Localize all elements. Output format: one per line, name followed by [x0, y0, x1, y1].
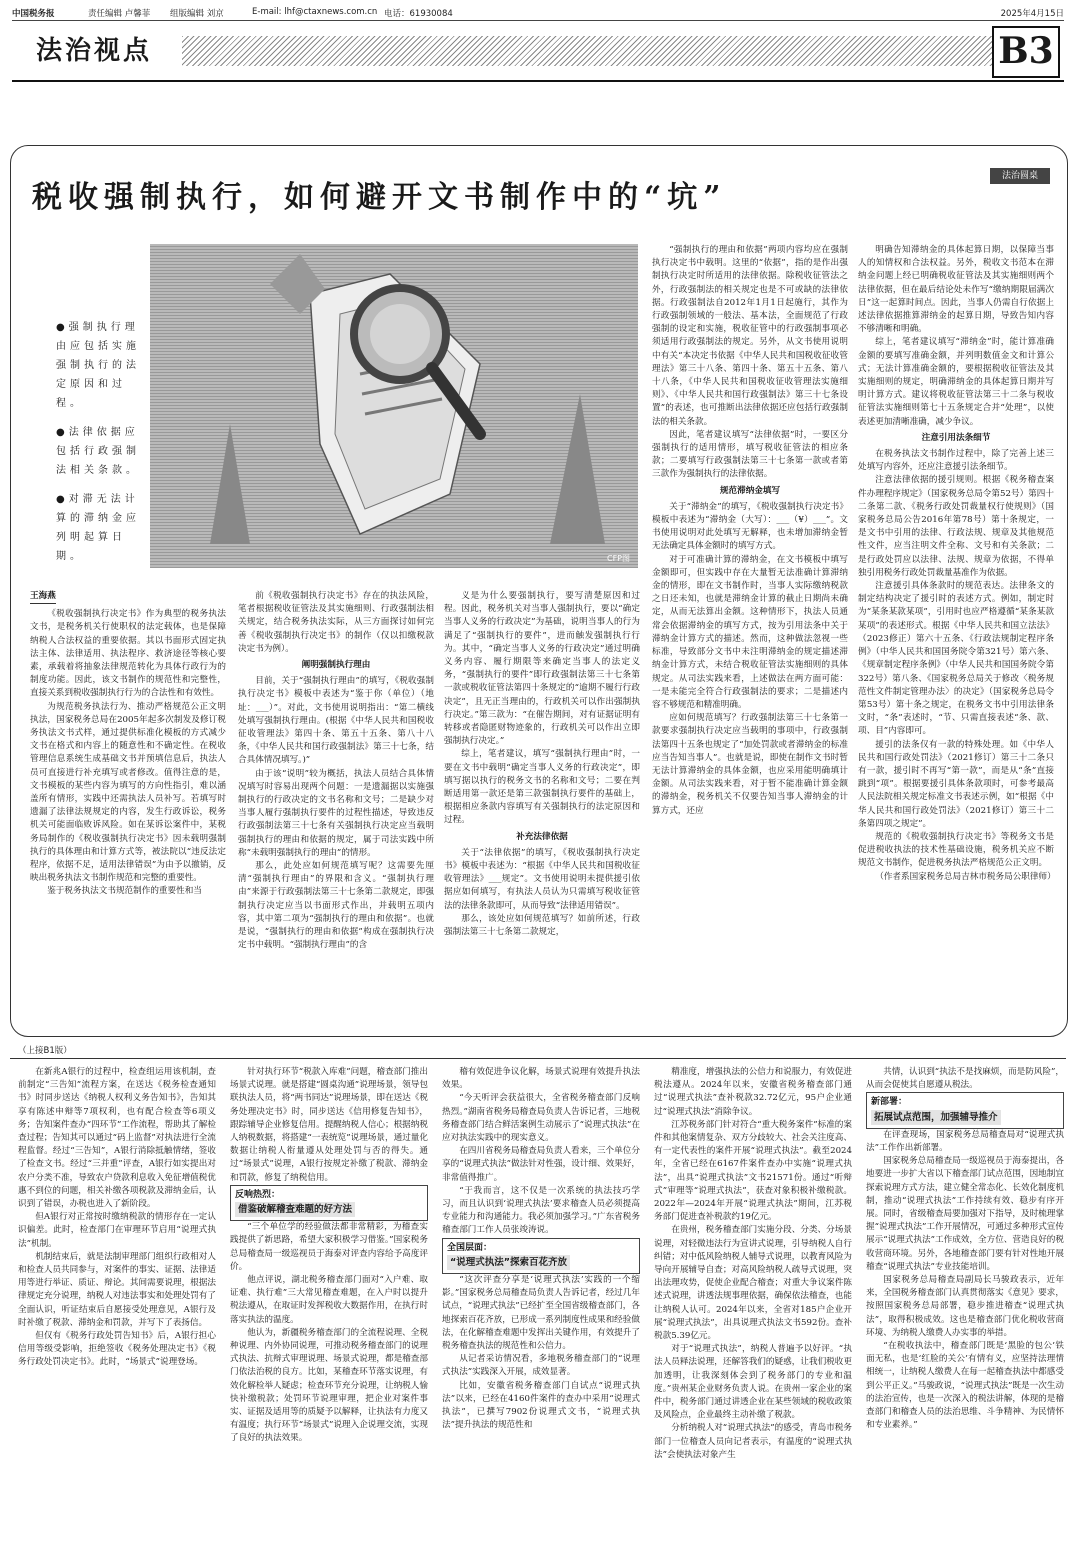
decorative-hatch: [182, 36, 992, 66]
paragraph: 但A银行对正常按时缴纳税款的情形存在一定认识偏差。此时，检查部门在审理环节启用“说理式执法”机制。: [18, 1212, 216, 1249]
paragraph: 关于“滞纳金”的填写，《税收强制执行决定书》模板中表述为“滞纳金（大写）：___（¥）___”。文书使用说明对此处填写无解释，也未增加滞纳金暂无法确定具体金额时的填写方式。: [652, 501, 848, 552]
bottom-column-4: [654, 1066, 852, 1462]
paragraph: 他认为，新疆税务稽查部门的全流程说理、全税种说理、内外协同说理，可推动税务稽查部门的说理式执法、抗辩式审理说理、场景式说理，都是稽查部门依法治税的良方。比如，某稽查环节落实说理，有效化解检举人疑虑；检查环节充分说理，让纳税人愉快补缴税款；处罚环节说理审理，把企业对案件事实、证据及适用等的质疑予以解释，让执法有力度又有温度；执行环节“场景式”说理入企说理交流，实现了良好的执法效果。: [230, 1327, 428, 1444]
article-column-2: [238, 590, 434, 952]
article-column-5: [858, 244, 1054, 884]
paragraph: 稽有效促进争议化解，场景式说理有效提升执法效果。: [442, 1067, 640, 1091]
paragraph: 比如，安徽省税务稽查部门自试点“说理式执法”以来，已经在4160件案件的查办中采用“说理式执法”，已撰写7902份说理式文书，“说理式执法”提升执法的规范性和: [442, 1380, 640, 1431]
article-column-4: [652, 244, 848, 818]
paragraph: “今天听评会获益很大，全省税务稽查部门反响热烈。”湖南省税务局稽查局负责人告诉记者，三地税务稽查部门结合鲜活案例生动展示了“说理式执法”在应对执法实践中的现实意义。: [442, 1093, 640, 1144]
subsection-kicker: 全国层面：: [447, 1242, 493, 1253]
paragraph: 从记者采访情况看，多地税务稽查部门的“说理式执法”实践深入开展，成效显著。: [442, 1354, 640, 1378]
paragraph: 前《税收强制执行决定书》存在的执法风险，笔者根据税收征管法及其实施细则、行政强制法相关规定，结合税务执法实际，从三方面探讨如何完善《税收强制执行决定书》的制作（仅以扣缴税款决定书为例）。: [238, 591, 434, 654]
subheading: 补充法律依据: [516, 831, 568, 842]
paragraph: 注意法律依据的援引规则。根据《税务稽查案件办理程序规定》（国家税务总局令第52号）第四十二条第二款、《税务行政处罚裁量权行使规则》（国家税务总局公告2016年第78号）第十条规定，一是文书中引用的法律、行政法规、规章及其他规范性文件，应当注明文件全称、文号和有关条款；二是行政处罚应以法律、法规、规章为依据，不得单独引用税务行政处罚裁量基准作为依据。: [858, 475, 1054, 578]
issue-date: 2025年4月15日: [1000, 9, 1064, 19]
paragraph: （作者系国家税务总局吉林市税务局公职律师）: [875, 871, 1056, 882]
paragraph: “于我而言，这不仅是一次系统的执法技巧学习，而且认识到‘说理式执法’要求稽查人员必须提高专业能力和沟通能力。我必须加强学习。”广东省税务稽查部门工作人员张竣涛说。: [442, 1185, 640, 1236]
author-name: 王海燕: [30, 590, 56, 604]
paragraph: 规范的《税收强制执行决定书》等税务文书是促进税收执法的技术性基础设施，税务机关应不断规范文书制作，促进税务执法严格规范公正文明。: [858, 831, 1054, 869]
paragraph: 应如何规范填写？行政强制法第三十七条第一款要求强制执行决定应当载明的事项中，行政强制法第四十五条也规定了“加处罚款或者滞纳金的标准应当告知当事人”。也就是说，即使在制作文书时暂无法计算滞纳金的具体金额，也应采用能明确填计金额。从司法实践来看，对于暂不能准确计算金额的滞纳金，税务机关不仅要告知当事人滞纳金的计算方式，还应: [652, 713, 848, 816]
paragraph: 那么，该处应如何规范填写？如前所述，行政强制法第三十七条第二款规定，: [444, 913, 640, 938]
paragraph: 对于“说理式执法”，纳税人普遍予以好评。“执法人员释法说理，还解答我们的疑惑，让我们税收更加透明，让我深刻体会到了税务部门的专业和温度。”贵州某企业财务负责人说。在贵州一家企业的案件中，税务部门通过讲透企业在某些领域的税收政策及风险点，企业最终主动补缴了税款。: [654, 1344, 852, 1421]
bottom-column-3: [442, 1066, 640, 1432]
document-magnifier-illustration: [150, 244, 638, 568]
paragraph: “这次评查分享是‘说理式执法’实践的一个缩影。”国家税务总局稽查局负责人告诉记者，经过几年试点，“说理式执法”已经扩至全国省级稽查部门，各地探索百花齐放，已形成一系列制度性成果和经验做法，在化解稽查难题中发挥出关键作用，有效提升了税务稽查执法的规范性和公信力。: [442, 1275, 640, 1352]
bottom-column-2: [230, 1066, 428, 1446]
paragraph: 国家税务总局稽查局副局长马骏政表示，近年来，全国税务稽查部门认真贯彻落实《意见》要求，按照国家税务总局部署，稳步推进稽查“说理式执法”，取得积极成效。这也是稽查部门优化税收营商环境、为纳税人缴费人办实事的举措。: [866, 1275, 1064, 1338]
paragraph: 他点评说，湖北税务稽查部门面对“入户难、取证难、执行难”三大常见稽查难题，在入户时以提升税法遵从，在取证时发挥税收大数据作用，在执行时落实执法的温度。: [230, 1275, 428, 1325]
paragraph: 为规范税务执法行为、推动严格规范公正文明执法，国家税务总局在2005年起多次制发及修订税务执法文书式样，通过提供标准化模板的方式减少文书在格式和内容上的随意性和不确定性。在税收管理信息系统生成基础文书并预填信息后，执法人员可直接进行补充填写或者修改。值得注意的是，文书模板的某些内容为填写的方向性指引，难以涵盖所有情形，实践中还需执法人员补写。若填写时遗漏了法律法规规定的内容，发生行政诉讼，税务机关可能面临败诉风险。如在某诉讼案件中，某税务局制作的《税收强制执行决定书》因未载明强制执行的具体理由和计算方式等，被法院以“违反法定程序，依据不足，适用法律错误”为由予以撤销，反映出税务执法文书制作规范和完整的重要性。: [30, 701, 226, 884]
key-point: ●强制执行理由应包括实施强制执行的法定原因和过程。: [56, 322, 140, 409]
paragraph: 在四川省税务局稽查局负责人看来，三个单位分享的“说理式执法”做法针对性强，设计细、效果好，非常值得推广。: [442, 1146, 640, 1183]
paragraph: 明确告知滞纳金的具体起算日期，以保障当事人的知情权和合法权益。另外，税收文书范本在滞纳金问题上经已明确税收征管法及其实施细则两个法律依据，但在最后结论处未作写“缴纳期限届满次日”这一起算时间点。因此，当事人仍需自行依据上述法律依据推算滞纳金的起算日期，导致告知内容不够清晰和明确。: [858, 245, 1054, 335]
paragraph: 那么，此处应如何规范填写呢？这需要先厘清“强制执行理由”的界限和含义。“强制执行理由”来源于行政强制法第三十七条第二款规定，即强制执行决定应当以书面形式作出，并载明五项内容，其中第二项为“强制执行的理由和依据”。也就是说，“强制执行的理由和依据”构成在强制执行决定书中载明。“强制执行理由”的含: [238, 861, 434, 951]
paragraph: 关于“法律依据”的填写，《税收强制执行决定书》模板中表述为：“根据《中华人民共和国税收征收管理法》___规定”。文书使用说明未提供援引依据应如何填写，有执法人员认为只需填写税收征管法的法律条款即可，从而导致“法律适用错误”。: [444, 847, 640, 911]
key-points: [56, 318, 146, 576]
paragraph: 援引的法条仅有一款的特殊处理。如《中华人民共和国行政处罚法》（2021修订）第三十二条只有一款，援引时不再写“第一款”，而是从“条”直接跳到“项”。根据要援引具体条款项时，可参考最高人民法院相关规定标准文书表述示例，如“根据《中华人民共和国行政处罚法》（2021修订）第三十二条第四项之规定”。: [858, 739, 1054, 829]
phone: 电话：61930084: [384, 9, 453, 19]
top-info-bar: [12, 6, 1064, 21]
paragraph: 《税收强制执行决定书》作为典型的税务执法文书，是税务机关行使职权的法定载体，也是保障纳税人合法权益的重要依据。其以书面形式固定执法主体、法律适用、执法程序、救济途径等核心要素，承载着将抽象法律规范转化为具体行政行为的制度功能。因此，该文书制作的规范性和完整性，直接关系到税收强制执行行为的合法性和有效性。: [30, 609, 226, 699]
subheading: 阐明强制执行理由: [301, 660, 371, 671]
paragraph: “在税收执法中，稽查部门既是‘黑脸的包公’铁面无私，也是‘红脸的关公’有情有义，应坚持法理情相统一，让纳税人缴费人在每一起稽查执法中都感受到公平正义。”马骏政说，“说理式执法”既是一次生动的法治宣传，也是一次深入的税法讲解，体现的是稽查部门和稽查人员的法治思维、斗争精神、为民情怀和专业素养。”: [866, 1341, 1064, 1431]
email: E-mail: lhf@ctaxnews.com.cn: [252, 7, 378, 17]
subheading: 注意引用法条细节: [921, 432, 991, 443]
page-number: B3: [992, 26, 1060, 78]
paragraph: 鉴于税务执法文书规范制作的重要性和当: [47, 886, 202, 897]
continued-label: （上接B1版）: [18, 1046, 72, 1056]
subheading: 规范滞纳金填写: [719, 485, 781, 496]
masthead: [12, 22, 1064, 82]
paragraph: 国家税务总局稽查局一级巡视员于海泰提出，各地要进一步扩大省以下稽查部门试点范围，因地制宜探索说理方式方法，建立健全常态化、长效化制度机制，推动“说理式执法”工作持续有效、稳步有序开展。同时，省级稽查局要加强对下指导，及时梳理掌握“说理式执法”工作开展情况，可通过多种形式宣传展示“说理式执法”工作成效，全方位、营造良好的税收营商环境。另外，各地稽查部门要有针对性地开展稽查“说理式执法”专业技能培训。: [866, 1156, 1064, 1272]
paragraph: 分析纳税人对“说理式执法”的感受，青岛市税务部门一位稽查人员向记者表示，有温度的“说理式执法”会使执法对象产生: [654, 1423, 852, 1460]
article-column-1: [30, 590, 226, 899]
paragraph: “三个单位学的经验做法都非常精彩，为稽查实践提供了新思路，希望大家积极学习借鉴。”国家税务总局稽查局一级巡视员于海泰对评查内容给予高度评价。: [230, 1222, 428, 1272]
key-point: ●对滞无法计算的滞纳金应列明起算日期。: [56, 494, 140, 562]
paragraph: “强制执行的理由和依据”两项内容均应在强制执行决定书中载明。这里的“依据”，指的是作出强制执行决定时所适用的法律依据。除税收征管法之外，行政强制法的相关规定也是不可或缺的法律依据。行政强制法自2012年1月1日起施行，其作为行政强制领域的一般法、基本法，全面规范了行政强制的设定和实施，税收征管中的行政强制事项必须适用行政强制法的规定。另外，从文书使用说明中有关“本决定书依据《中华人民共和国税收征收管理法》第三十八条、第四十条、第五十五条、第八十八条，《中华人民共和国税收征收管理法实施细则》、《中华人民共和国行政强制法》第三十七条设置”的表述，也可推断出法律依据还应包括行政强制法的相关条款。: [652, 245, 848, 427]
paragraph: 共情，认识到“执法不是找麻烦，而是防风险”，从而会促使其自愿遵从税法。: [866, 1067, 1064, 1091]
article-column-3: [444, 590, 640, 939]
subsection-box: [442, 1238, 640, 1274]
image-credit: CFP图: [606, 554, 630, 563]
paragraph: 因此，笔者建议填写“法律依据”时，一要区分强制执行的适用情形，填写税收征管法的相应条款；二要填写行政强制法第三十七条第一款或者第三款作为强制执行的法律依据。: [652, 429, 848, 480]
subsection-title: 拓展试点范围，加强辅导推介: [871, 1110, 1001, 1125]
key-point: ●法律依据应包括行政强制法相关条款。: [56, 427, 140, 476]
subsection-box: [866, 1092, 1064, 1128]
section-title: 法治视点: [36, 36, 153, 66]
paragraph: 注意援引具体条款时的规范表达。法律条文的制定结构决定了援引时的表述方式。例如，制定时为“某条某款某项”，引用时也应严格遵循“某条某款某项”的表述形式。根据《中华人民共和国立法法》（2023修正）第六十五条、《行政法规制定程序条例》（中华人民共和国国务院令第321号）第六条、《规章制定程序条例》（中华人民共和国国务院令第322号）第八条、《国家税务总局关于修改〈税务规范性文件制定管理办法〉的决定》（国家税务总局令第53号）第十条之规定，在税务文书中引用法律条文时，“条”表述时，“节、只需直接表述“条、款、项、目”内容即可。: [858, 581, 1054, 737]
bottom-column-5: [866, 1066, 1064, 1432]
paragraph: 综上，笔者建议填写“滞纳金”时，能计算准确金额的要填写准确金额，并列明数值金文和计算公式；无法计算准确金额的，要根据税收征管法及其实施细则的规定，明确滞纳金的具体起算日期并写明计算方式。建议将税收征管法第三十二条与税收征管法实施细则第七十五条规定合并“处理”，以使表述更加清晰准确，减少争议。: [858, 337, 1054, 427]
paragraph: 由于该“说明”较为概括，执法人员结合具体情况填写时容易出现两个问题：一是遗漏据以实施强制执行的行政决定的文书名称和文号；二是缺少对当事人履行强制执行要件的过程性描述，导致违反行政强制法第三十七条有关强制执行决定应当载明强制执行的理由和依据的规定，属于司法实践中所称“未载明强制执行的理由”的情形。: [238, 768, 434, 858]
paragraph: 针对执行环节“税款入库难”问题，稽查部门推出场景式说理。就是搭建“圆桌沟通”说理场景，领导包联执法人员，将“两书同达”说理场景，即在送达《税务处理决定书》时，同步送达《信用修复告知书》，跟踪辅导企业修复信用。提醒纳税人信心；根据纳税人纳税数据，将搭建“一表统览”说理场景，通过量化数据让纳税人衔量遵从处理处罚与否的得失。通过“场景式”说理，A银行按规定补缴了税款、滞纳金和罚款，修复了纳税信用。: [230, 1067, 428, 1183]
paragraph: 在评查现场，国家税务总局稽查局对“说理式执法”工作作出新部署。: [866, 1129, 1064, 1154]
editor-credit: 责任编辑 卢馨菲: [88, 9, 151, 19]
paragraph: 江苏税务部门针对符合“重大税务案件”标准的案件和其他案情复杂、双方分歧较大、社会关注度高、有一定代表性的案件开展“说理式执法”。截至2024年，全省已经在6167件案件查办中实施“说理式执法”，出具“说理式执法”文书21571份。通过“听辩式”审理等“说理式执法”，获查对象积极补缴税款。2022年—2024年开展“说理式执法”期间，江苏税务部门促进查补税款约19亿元。: [654, 1119, 852, 1223]
paragraph: 但仅有《税务行政处罚告知书》后，A银行担心信用等级受影响，拒绝签收《税务处理决定书》《税务行政处罚决定书》。此时，“场景式”说理登场。: [18, 1331, 216, 1368]
subsection-title: “说理式执法”探索百花齐放: [447, 1255, 570, 1270]
layout-editor-credit: 组版编辑 刘京: [170, 9, 224, 19]
illustration: [150, 244, 638, 568]
paragraph: 在贵州，税务稽查部门实施分段、分类、分场景说理，对轻微违法行为宣讲式说理，引导纳税人自行纠错；对中低风险纳税人辅导式说理，以教育风险为导向开展辅导自查；对高风险纳税人疏导式说理，突出法理攻势，促使企业配合稽查；对重大争议案件陈述式说理，讲透法规事理依据，确保依法稽查，也能让纳税人认可。2024年以来，全省对185户企业开展“说理式执法”，出具说理式执法文书592份。查补税款5.39亿元。: [654, 1225, 852, 1342]
paragraph: 目前，关于“强制执行理由”的填写，《税收强制执行决定书》模板中表述为“鉴于你（单位）（地址：___）”。对此，文书使用说明指出：“第二横线处填写强制执行理由。(根据《中华人民共和国税收征收管理法》第四十条、第五十五条、第八十八条，《中华人民共和国行政强制法》第三十七条，结合具体情况填写。)”: [238, 676, 434, 766]
paragraph: 在税务执法文书制作过程中，除了完善上述三处填写内容外，还应注意援引法条细节。: [858, 449, 1054, 473]
paragraph: 精准度，增强执法的公信力和说服力，有效促进税法遵从。2024年以来，安徽省税务稽查部门通过“说理式执法”查补税款32.72亿元，95户企业通过“说理式执法”消除争议。: [654, 1067, 852, 1117]
paragraph: 义是为什么要强制执行，要写清楚原因和过程。因此，税务机关对当事人强制执行，要以“确定当事人义务的行政决定”为基础，说明当事人的行为满足了“强制执行的要件”，进而触发强制执行行为。其中，“确定当事人义务的行政决定”通过明确义务内容、履行期限等来确定当事人的法定义务，“强制执行的要件”即行政强制法第三十七条第一款或税收征管法第四十条规定的“逾期不履行行政决定”，且无正当理由的，行政机关可以作出强制执行决定。”第三款为：“在催告期间，对有证据证明有转移或者隐匿财物迹象的，行政机关可以作出立即强制执行决定。”: [444, 591, 640, 747]
subsection-box: [230, 1185, 428, 1221]
paragraph: 对于可准确计算的滞纳金，在文书模板中填写金额即可，但实践中存在大量暂无法准确计算滞纳金的情形，即在文书制作时，当事人实际缴纳税款之日还未知，也就是滞纳金计算的截止日期尚未确定，从而无法算出金额。这种情形下，执法人员通常会依据滞纳金的填写方式，按为引用法条中关于滞纳金计算方式的描述。然而，这种做法忽视一些标准，导致部分文书中未注明滞纳金的规定描述滞纳金计算方式，未结合税收征管法实施细则的具体规定。从司法实践来看，上述做法在两方面可能：一是未能完全符合行政强制法的要求；二是描述内容不够规范和精准明确。: [652, 554, 848, 710]
headline: 税收强制执行，如何避开文书制作中的“坑”: [32, 180, 727, 215]
paragraph: 综上，笔者建议，填写“强制执行理由”时，一要在文书中载明“确定当事人义务的行政决定”，即填写据以执行的税务文书的名称和文号；二要在判断适用第一款还是第三款强制执行要件的基础上，根据相应条款内容填写有关强制执行的法定原因和过程。: [444, 749, 640, 826]
bottom-column-1: [18, 1066, 216, 1370]
paragraph: 机制结束后，就是法制审理部门组织行政相对人和检查人员共同参与，对案件的事实、证据、法律适用等进行举证、质证、辩论。其间需要说理，根据法律规定充分说理，纳税人对违法事实和处理处罚有了全面认识，听证结束后自愿接受处理意见，A银行及时补缴了税款、滞纳金和罚款，并写下了表扬信。: [18, 1251, 216, 1328]
subsection-kicker: 反响热烈：: [235, 1189, 281, 1200]
column-tag: 法治圆桌: [990, 168, 1050, 184]
divider: [10, 1058, 1066, 1059]
subsection-title: 借鉴破解稽查难题的好方法: [235, 1202, 355, 1217]
paper-name: 中国税务报: [12, 9, 55, 19]
subsection-kicker: 新部署：: [871, 1097, 908, 1108]
paragraph: 在新兆A银行的过程中，检查组运用该机制，查前制定“三告知”流程方案，在送达《税务检查通知书》时同步送达《纳税人权利义务告知书》，告知其享有陈述申辩等7项权利，也有配合检查等6项义务；告知案件查办“四环节”工作流程，帮助其了解检查过程；告知其可以通过“码上监督”对执法进行全流程监督。经过“三告知”，A银行消除抵触情绪，签收了检查文书。经过“三并重”评查，A银行如实提出对农户分类不准，导致农户贷款利息收入免征增值税优惠不到位的问题，相关补缴各项税款及滞纳金后，认识到了错误，办税也进入了新阶段。: [18, 1067, 216, 1210]
